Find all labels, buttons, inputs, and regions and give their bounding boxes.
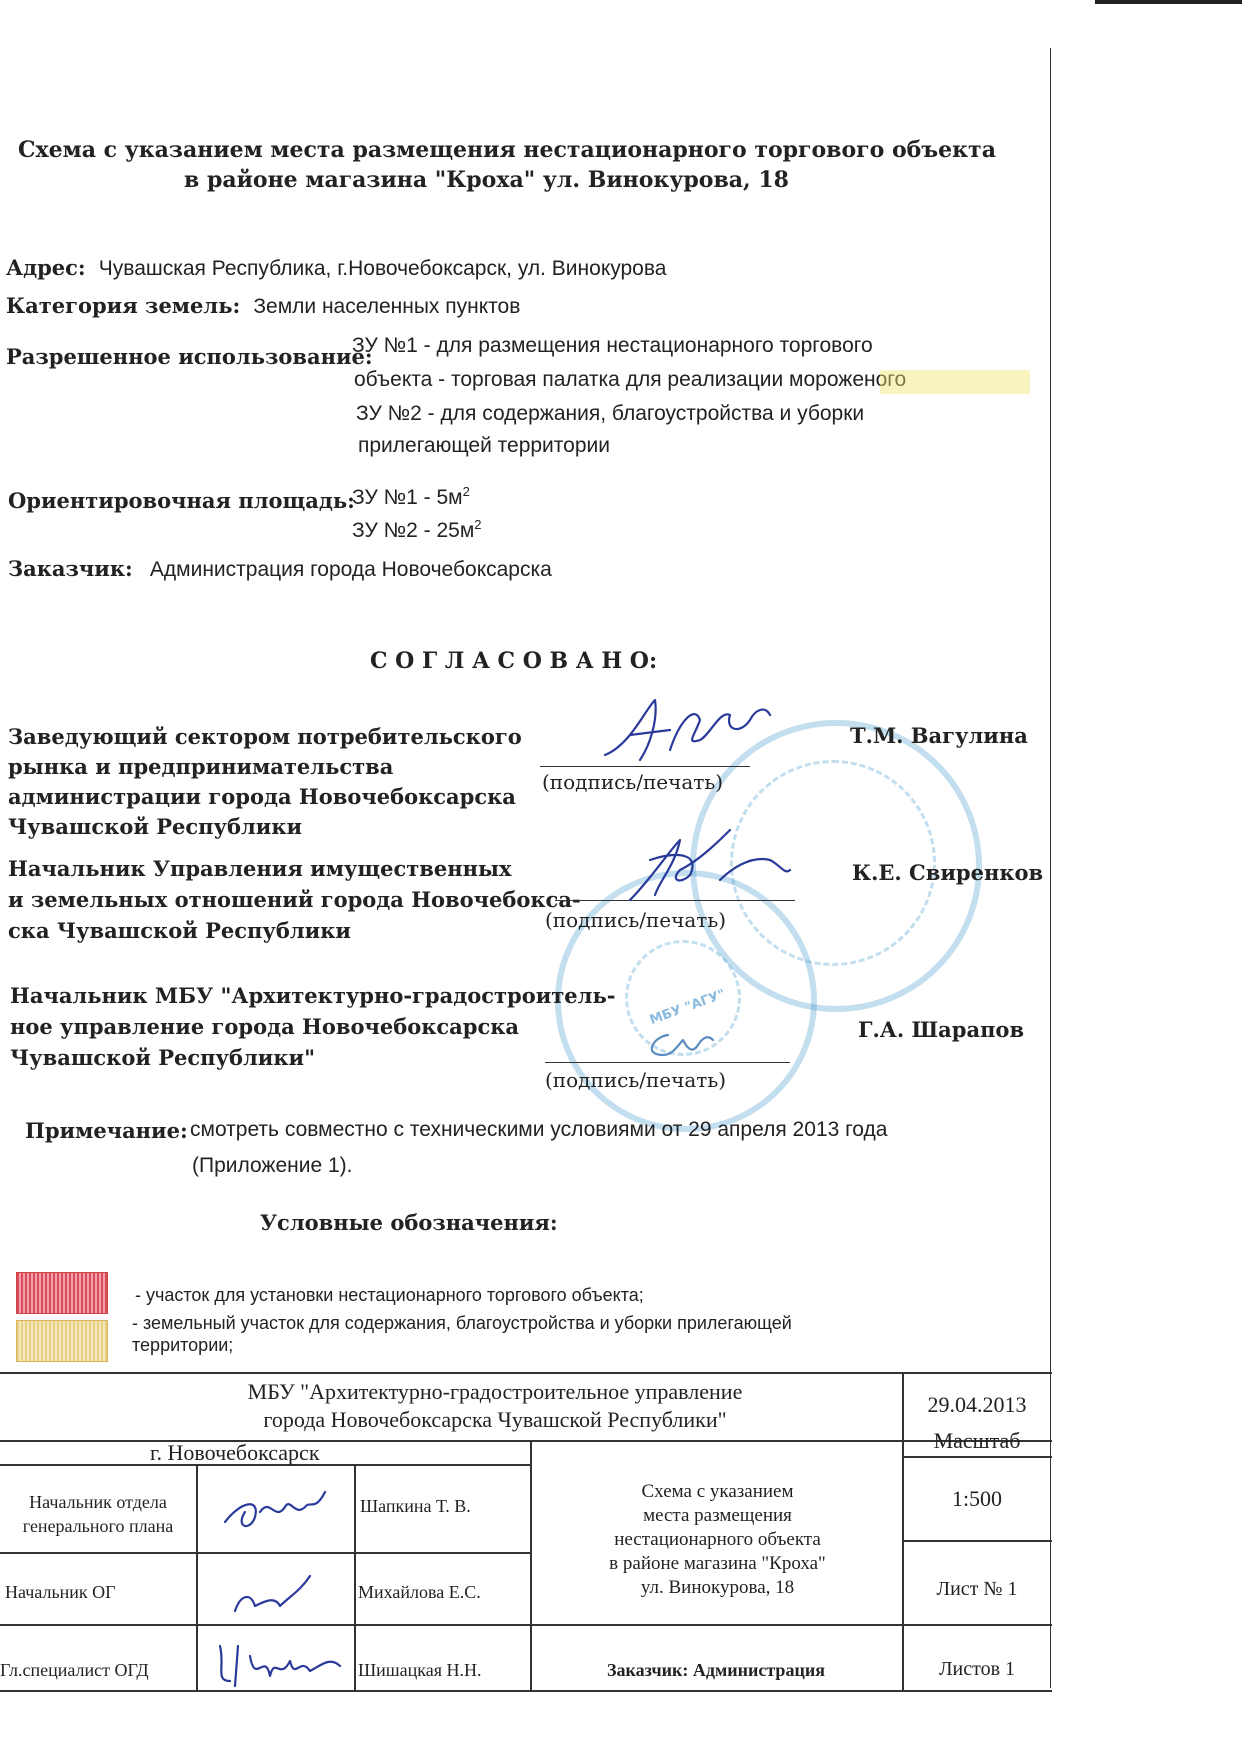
area-line1 <box>352 484 470 510</box>
tb-row1-role-line2: генерального плана <box>22 1516 174 1536</box>
tb-row2-name: Михайлова Е.С. <box>358 1582 481 1602</box>
signer2-title <box>8 853 581 946</box>
tb-row1-role-line1: Начальник отдела <box>29 1492 167 1512</box>
tb-desc-line4: в районе магазина "Кроха" <box>609 1553 826 1574</box>
signer2-line2: и земельных отношений города Новочебокса- <box>8 887 581 912</box>
legend-swatch-territory <box>16 1320 108 1362</box>
signature-2 <box>620 820 800 910</box>
address-value: Чувашская Республика, г.Новочебоксарск, ул. Винокурова <box>98 257 667 280</box>
signer3-title <box>10 980 615 1073</box>
signature-1 <box>600 690 780 770</box>
address-row <box>6 255 666 281</box>
tb-signature-3 <box>210 1636 350 1696</box>
tb-bottom-border <box>0 1690 1052 1692</box>
customer-label: Заказчик: <box>8 556 133 581</box>
area-line2 <box>352 517 482 543</box>
area-line1-sup: 2 <box>462 484 470 499</box>
note-label: Примечание: <box>25 1118 188 1143</box>
signature-caption-1: (подпись/печать) <box>542 770 724 794</box>
tb-top-border <box>0 1372 1052 1374</box>
customer-row <box>8 556 552 582</box>
signer3-line2: ное управление города Новочебоксарска <box>10 1014 520 1039</box>
signer1-name: Т.М. Вагулина <box>850 723 1028 748</box>
tb-org <box>100 1378 890 1434</box>
tb-desc-line5: ул. Винокурова, 18 <box>640 1577 795 1598</box>
title-line2: в районе магазина "Кроха" ул. Винокурова, 18 <box>184 167 789 193</box>
tb-row2-role: Начальник ОГ <box>5 1582 116 1602</box>
tb-v-name <box>354 1464 356 1690</box>
usage-line1: ЗУ №1 - для размещения нестационарного торгового <box>352 334 873 357</box>
tb-desc-line2: места размещения <box>643 1505 792 1526</box>
signer3-line1: Начальник МБУ "Архитектурно-градостроитель- <box>10 983 616 1008</box>
tb-row3-role: Гл.специалист ОГД <box>0 1660 149 1680</box>
usage-label: Разрешенное использование: <box>6 344 373 369</box>
usage-line3: ЗУ №2 - для содержания, благоустройства и уборки <box>356 402 865 425</box>
usage-line4: прилегающей территории <box>358 434 610 457</box>
area-line2-text: ЗУ №2 - 25м <box>352 519 475 542</box>
signature-3 <box>638 1025 728 1065</box>
legend-item2 <box>132 1312 792 1356</box>
top-scan-line <box>1095 0 1242 4</box>
signer1-line3: администрации города Новочебоксарска <box>8 784 516 809</box>
tb-city: г. Новочебоксарск <box>150 1440 320 1465</box>
signer1-title <box>8 722 522 842</box>
tb-v-desc <box>530 1440 532 1690</box>
signature-caption-3: (подпись/печать) <box>545 1068 727 1092</box>
legend-item2-line2: территории; <box>132 1335 234 1355</box>
signer2-line3: ска Чувашской Республики <box>8 918 351 943</box>
legend-swatch-trade <box>16 1272 108 1314</box>
address-label: Адрес: <box>6 255 86 280</box>
category-row <box>6 293 520 319</box>
signer2-name: К.Е. Свиренков <box>852 860 1044 885</box>
document-title <box>18 135 1018 195</box>
tb-h-sheet <box>902 1540 1052 1542</box>
title-line1: Схема с указанием места размещения нестационарного торгового объекта <box>18 137 996 163</box>
tb-h-row4 <box>0 1624 1052 1626</box>
tb-h-row3 <box>0 1552 530 1554</box>
seal-label: МБУ "АГУ" <box>647 986 728 1029</box>
legend-item1: - участок для установки нестационарного торгового объекта; <box>135 1285 644 1305</box>
tb-row1-role <box>0 1490 196 1538</box>
signer1-line4: Чувашской Республики <box>8 814 303 839</box>
note-line1: смотреть совместно с техническими условиями от 29 апреля 2013 года <box>190 1118 888 1141</box>
tb-sheets: Листов 1 <box>938 1658 1016 1680</box>
usage-line2: объекта - торговая палатка для реализации мороженого <box>354 368 907 391</box>
tb-org-line1: МБУ "Архитектурно-градостроительное управление <box>247 1379 743 1404</box>
tb-scale-value: 1:500 <box>951 1486 1003 1511</box>
customer-value: Администрация города Новочебоксарска <box>149 558 552 581</box>
tb-date: 29.04.2013 <box>927 1392 1027 1417</box>
signature-caption-2: (подпись/печать) <box>545 908 727 932</box>
legend-item2-line1: - земельный участок для содержания, благоустройства и уборки прилегающей <box>132 1313 792 1333</box>
tb-scale-label: Масштаб <box>933 1428 1021 1453</box>
area-label: Ориентировочная площадь: <box>8 488 355 513</box>
tb-desc-line3: нестационарного объекта <box>614 1529 821 1550</box>
signer1-line1: Заведующий сектором потребительского <box>8 724 522 749</box>
tb-desc-line1: Схема с указанием <box>641 1481 794 1502</box>
tb-sheet: Лист № 1 <box>936 1578 1018 1600</box>
signer1-line2: рынка и предпринимательства <box>8 754 394 779</box>
category-value: Земли населенных пунктов <box>253 295 521 318</box>
category-label: Категория земель: <box>6 293 241 318</box>
tb-org-line2: города Новочебоксарска Чувашской Республики" <box>263 1407 727 1432</box>
signer3-name: Г.А. Шарапов <box>858 1017 1025 1042</box>
tb-signature-1 <box>215 1482 345 1542</box>
tb-row3-name: Шишацкая Н.Н. <box>358 1660 482 1680</box>
note-line2: (Приложение 1). <box>192 1154 353 1177</box>
tb-customer: Заказчик: Администрация <box>607 1660 825 1680</box>
signer2-line1: Начальник Управления имущественных <box>8 856 512 881</box>
approved-heading: С О Г Л А С О В А Н О: <box>370 648 658 674</box>
highlight-mark <box>880 370 1030 394</box>
tb-h-scale <box>902 1456 1052 1458</box>
area-line1-text: ЗУ №1 - 5м <box>352 486 463 509</box>
legend-heading: Условные обозначения: <box>260 1210 558 1235</box>
tb-signature-2 <box>225 1566 325 1626</box>
signer3-line3: Чувашской Республики" <box>10 1045 316 1070</box>
tb-divider-date-col <box>902 1372 904 1690</box>
tb-row1-name: Шапкина Т. В. <box>360 1496 471 1516</box>
tb-v-role <box>196 1464 198 1690</box>
tb-description <box>540 1480 895 1600</box>
area-line2-sup: 2 <box>474 517 482 532</box>
